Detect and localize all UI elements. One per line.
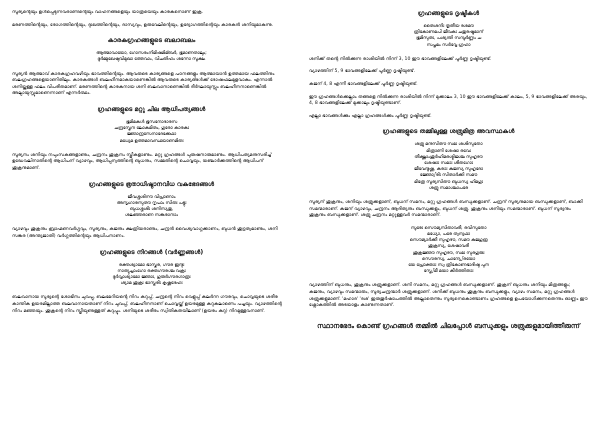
body-paragraph-caste-classification: വ്യാഴവും ശുക്രനും ബ്രാഹ്മണവർഗ്ഗവും, സൂര്യനും, കജനും ക്ഷത്രിയരാണും, ചന്ദ്രൻ വൈശ്യവാഗ്ഗക്കാണം, ബുധൻ ശുദ്രത്വമാണും, ശനി സങ്കര (അന്ത്യജാതി) വർഗ്ഗത്തിന്റെയും ആധിപനാണം. xyxy=(12,227,278,239)
section-heading-positional-relations: സ്ഥാനഭേദം കൊണ്ട് ഗ്രഹങ്ങൾ തമ്മിൽ ചിലപ്പോൾ ബന്ധുക്കളും ശത്രുക്കളുമായിത്തീരുന്ന് xyxy=(317,321,580,330)
verse-line: ഭൂമിസുതഃ, പശ്യന്തി സമ്പൂര്‍ണ്ണം ച xyxy=(415,36,482,42)
verse-line: ശത്രു സമാശ്ചാപരേ xyxy=(428,185,469,191)
verse-line: സൌരസ്യ, ചാന്യേഽരയോ xyxy=(421,256,476,262)
verse-line: ജ്ഞാന്ദ്രസേനാദേക്കേഥാ xyxy=(126,132,177,138)
section-heading-planet-colors: ഗ്രഹങ്ങളുടെ നിറങ്ങൾ (വർണ്ണങ്ങൾ) xyxy=(99,248,204,256)
aspect-paragraph-saturn: ശനിക്ക് തന്റെ നിൽക്കുന്ന രാശിയിൽ നിന്ന് 3, 10 ഈ ഭാവങ്ങളിലേക്ക് പൂർണ്ണ ദൃഷ്ടിയുണ്ട്. xyxy=(309,56,492,62)
verse-line: ചന്ദ്രസ്തേന ലോകമിതം, ഗുരോ കാരകഃ xyxy=(114,126,189,132)
verse-line: ഭൂമിമകൾ ഭൂസനോദാരസ xyxy=(125,119,178,125)
verse-line: ജീവശ്ശശിനൗ വിപ്രാണാം xyxy=(127,194,176,200)
verse-line: മധ്യേമ ഉത്തമാവസ്ഥയാണമിതഃ xyxy=(119,138,184,144)
right-column xyxy=(309,10,588,418)
verse-line: ജീവേന്ദൂഷ്ണ, കരാഃ കുജസ്യ സുഹൃദോ xyxy=(414,167,483,173)
verse-line: അസൃഗാരസുതൗ നൃപാം സിതഃ പട്ടുഃ xyxy=(116,200,187,206)
body-paragraph-karaka-strength: സൂര്യൻ ആത്മാവ് കാരകഗ്രഹവഴിയും ഭാവത്തിന്റെയും. ആവരുടെ കാര്യങ്ങളെ പഠനങ്ങളും ആത്മായാൻ ഉത്തമായ ഫലത്തിനും ബലഗ്രഹങ്ങളെയാണിതിലും. കാരകങ്ങൾ ബലഹീനമാകയാണെങ്കിൽ ആവരുടെ കാര്യങ്ങൾക്ക് ദോഷഫലമുളവാകും. എന്നാൽ ശനിയ്ക്കുള്ള ഫലം വിപരീതമാണ്. മരണത്തിന്റെ കാരകനായ ശനി ബലവാനാണെങ്കിൽ ദീർഘായുസ്സും ബലഹീനനാണെങ്കിൽ അല്പായുസ്സുമാണെന്നാണ് എന്നർത്ഥം. xyxy=(12,71,275,97)
verse-line: ശ്യാമ ശുക്രഃ ഭാസ്കുരിഃ കൃഷ്ണദേഹഃ xyxy=(120,281,183,287)
left-column xyxy=(12,10,291,418)
verse-caste-classification xyxy=(12,195,291,220)
verse-line: ശത്രു മന്ദസിതൗ സമഃ ശശിസുതോ xyxy=(414,142,483,148)
aspect-paragraph-general: ഈ ഗ്രഹങ്ങൾക്കെല്ലാം തങ്ങളെ നിൽക്കുന്ന രാശിയിൽ നിന്ന് മുക്കാലം 3, 10 ഈ ഭാവങ്ങളിലേക്ക് കാലം, 5, 9 ഭാവങ്ങളിലേക്ക് അരയും, 4, 8 ഭാവങ്ങളിലേക്ക് മുക്കാലും ദൃഷ്ടിയുണ്ടാണ്. xyxy=(309,94,588,107)
verse-line: യേ പ്രോക്താഃ സ്വ ത്രികോണഭാദിഷു പുന xyxy=(408,263,489,268)
verse-line: നാത്യുച്ചാംഗോ രക്തഗൗരശ്ച വക്രഃ xyxy=(117,268,186,274)
verse-planet-colors xyxy=(12,263,291,288)
verse-line: മിത്രാണി ശേഷാ രവേഃ xyxy=(426,148,471,154)
verse-line: ദൂർവ്വാശ്യാമോ ജ്ഞാഃ, ഗുരുർഗൗരഗാത്രഃ xyxy=(112,274,191,280)
verse-line: മധ്യോ, പരേ ത്വന്യഥാ xyxy=(426,231,471,237)
verse-other-lordships xyxy=(12,120,291,145)
verse-karaka-strength xyxy=(12,51,291,63)
verse-line: തീക്ഷ്ണാംശുർഹിമരശ്മിജശ്ച സുഹൃദൗ xyxy=(414,154,483,160)
section-heading-karaka-strength: കാരകഗ്രഹങ്ങളുടെ ബലാബലം xyxy=(107,37,196,45)
verse-line: സൂരേഃ സൌമ്യസിതാവരീ, രവിസുതോ xyxy=(410,225,487,231)
aspect-paragraph-mars: കജന് 4, 8 എന്നീ ഭാവങ്ങളിലേക്ക് പൂർണ്ണ ദൃഷ്ടിയുണ്ട്. xyxy=(309,82,418,87)
verse-line: ആത്മാവായോ, ഗോസരംനിമിഷമിമ്ബർ, ഭൂമാണതാലും; xyxy=(96,51,207,57)
verse-line: ശുക്രജ്ഞൗ സുഹൃദൗ, സമഃ സുരഗുരുഃ xyxy=(412,250,485,256)
section-heading-caste-classification: ഗ്രഹങ്ങളുടെ ഭൂതാധിഷ്ഠാനവിധ വകഭേദങ്ങൾ xyxy=(88,180,215,188)
verse-line: സൌമ്യാർക്കീ സുഹൃദൗ, സമൗ കുജഗുരൂ xyxy=(409,238,488,244)
verse-line: ദൂർമ്മുഖേഷുവിമുഖാ ത്തേവാം, വിചതിഹം ശന്നോ സൂക്ഷ. xyxy=(97,57,206,63)
verse-line: സപ്തമം സര്‍വ്വേ ഗ്രഹാ xyxy=(426,42,471,48)
body-paragraph-friendship-1: സൂര്യന് ശുക്രനും, ശനിയും ശത്രുക്കളാണ്, ബുധന് സമനം, മറ്റു ഗ്രഹങ്ങൾ ബന്ധുക്കളാണ്. ചന്ദ്രന് സൂര്യനുമായ ബന്ധുക്കളാണ്, ബാക്കി സമന്മാരാണ്. കജന് വ്യാഴവും, ചന്ദ്രനം ആദിത്യനും ബന്ധുക്കളും, ബുധന് ശത്രു. ശുക്രനും ശനിയും സമന്മാരാണ്. ബുധന് സൂര്യനും ശുക്രനും ബന്ധുക്കളാണ്. ശത്രു ചന്ദ്രനം മറ്റുള്ളവർ സമന്മാരാണ്. xyxy=(309,200,583,219)
section-heading-other-lordships: ഗ്രഹങ്ങളുടെ മറ്റു ചില ആധിപത്യങ്ങൾ xyxy=(97,105,206,113)
body-paragraph-friendship-2: വ്യാഴത്തിന് ബുധനും, ശുക്രനും ശത്രുക്കളാണ്. ശനി സമനം, മറ്റു ഗ്രഹങ്ങൾ ബന്ധുക്കളാണ്. ശുക്രന് ബുധനും ശനിയും മിത്രങ്ങളും; കജനും, വ്യാഴവും സമന്മാരും, സൂര്യചന്ദ്രന്മാർ ശത്രുക്കളാണ്. ശനിക്ക് ബുധനും ശുക്രനും ബന്ധുക്കളും, വ്യാഴം സമനം, മറ്റു ഗ്രഹങ്ങൾ ശത്രുക്കളുമാണ്. 'മഹാദ' 'ദശ' ഇരുതൂർഷാപത്തിൽ അല്ലാതെന്നും സൂര്യനെകൊണ്ടാണം ഗ്രഹങ്ങളെ ഉപയോഗിക്കുന്നതെന്നും ഓണ്ണം ഈ ശ്ലോകത്തിൽ അടയാളം കാണുന്നതാണ്. xyxy=(309,283,588,309)
aspect-paragraph-jupiter: വ്യാഴത്തിന് 5, 9 ഭാവങ്ങളിലേക്ക് പൂർണ്ണ ദൃഷ്ടിയുണ്ട്. xyxy=(309,69,416,75)
verse-line: ജ്ഞോഽരിഃ സിതാർക്കി സമൗ xyxy=(419,173,478,179)
verse-line: ശേഷാഃ സമാഃ ശീതഗോഃ xyxy=(424,160,473,166)
verse-line: രക്തശ്യാമോ ഭാസ്കര, ഗൗര ഇന്ദുഃ xyxy=(118,262,185,268)
verse-friendship-enmity-2 xyxy=(309,226,588,276)
verse-line: സ്തേഽമീ മയാ കീർത്തിതാഃ xyxy=(423,269,474,275)
section-heading-planet-aspects: ഗ്രഹങ്ങളുടെ ദൃഷ്ടികൾ xyxy=(417,10,480,17)
aspect-paragraph-full: എല്ലാ ഭാവങ്ങൾക്കും എല്ലാ ഗ്രഹങ്ങൾക്കും പൂർണ്ണ ദൃഷ്ടിയുണ്ട്. xyxy=(309,113,432,119)
verse-line: ബുധശ്ശശിഃ ശനിസ്യതു, xyxy=(129,206,174,212)
intro-paragraph-1: സൂര്യന്റെയും ഉൾപ്പെടുന്നവരാണിന്റെയും വാഹനങ്ങളെയും യാത്രയെയും കാരകനൊണ് ഇക്ര. xyxy=(12,10,204,15)
verse-planet-aspects xyxy=(309,24,588,49)
verse-friendship-enmity-1 xyxy=(309,142,588,192)
intro-paragraph-2: മരണത്തിന്റെയും, രോഗത്തിന്റെയും, ദുഃഖത്തിന്റെയും, ദാസ്യവും, ഉരുവേലിന്റെയും, ഉദ്യോഗത്തിന്റെയും കാരകൻ ശനിയുമാകുന്നു. xyxy=(12,22,274,28)
verse-line: ത്രികോണമപി ജീവകഃ ചതുരഷ്ടമാന് xyxy=(413,30,484,36)
body-paragraph-planet-colors: ബലവാനായ സൂര്യന്റെ ശോഭിനം ചുവപ്പു, ബലമേറിയന്റെ നിറം കറുപ്പ്, ചന്ദ്രന്റെ നിറം വെളുപ്പ് കലർന്ന ഗൗരവും, ചൊവ്വയുടെ ശരീര കാന്തിക ഉയരമില്ലാത്ത ബലവാനായതാണ് നിറം ചുവപ്പ്, ബലഹീനനാണ് ചൊവ്വയ്ക്ക് ഉയരമുള്ള കറുകലാണെം പച്ചയും. വ്യാഴത്തിന്റെ നിറം മഞ്ഞയും. ശുക്രന്റെ നിറം സ്ത്രീയുണുള്ളത് കറുപ്പും. ശനിയുടെ ശരീരം സ്വിതികതയിലാണ് (ഉയരം കുറു) നിറമുള്ളവനാണ്. xyxy=(12,295,282,314)
verse-line: ശുക്രസ്യ, ശേഷാവരീ xyxy=(428,244,469,250)
verse-line: ശലഞ്ഞരാണ സങ്കരാനാം xyxy=(125,213,178,219)
body-paragraph-other-lordships: സൂര്യനം ശനിയും നപുംസകങ്ങളാണും, ചന്ദ്രനം ശുക്രനം സ്ത്രീകളാണും. മറ്റു ഗ്രഹങ്ങൾ പുരുഷനാരുമാണും. ആധിപത്യമനുസരിച്ച് ഉദ്ധേവലിനാതിന്റെ ആധിപന് വ്യാഴവും, ആധിപ്പന്വത്തിന്റെ ബുധനും, സമ്മതിന്റെ ചൊവ്വയും, യഞ്ചാർക്കത്തിന്റെ ആധിപന് ശുക്രനുമാണ്. xyxy=(12,152,272,171)
section-heading-friendship-enmity: ഗ്രഹങ്ങളുടെ തമ്മിലുള്ള ശത്രുമിത്ര അവസ്ഥകൾ xyxy=(382,128,515,136)
verse-line: തൈശനിഃ തൃതീയ ദശമൗ xyxy=(423,24,474,29)
verse-line: മിത്രേ സൂര്യസിതൗ ബുധസ്യ ഹിമഗുഃ xyxy=(414,179,483,185)
